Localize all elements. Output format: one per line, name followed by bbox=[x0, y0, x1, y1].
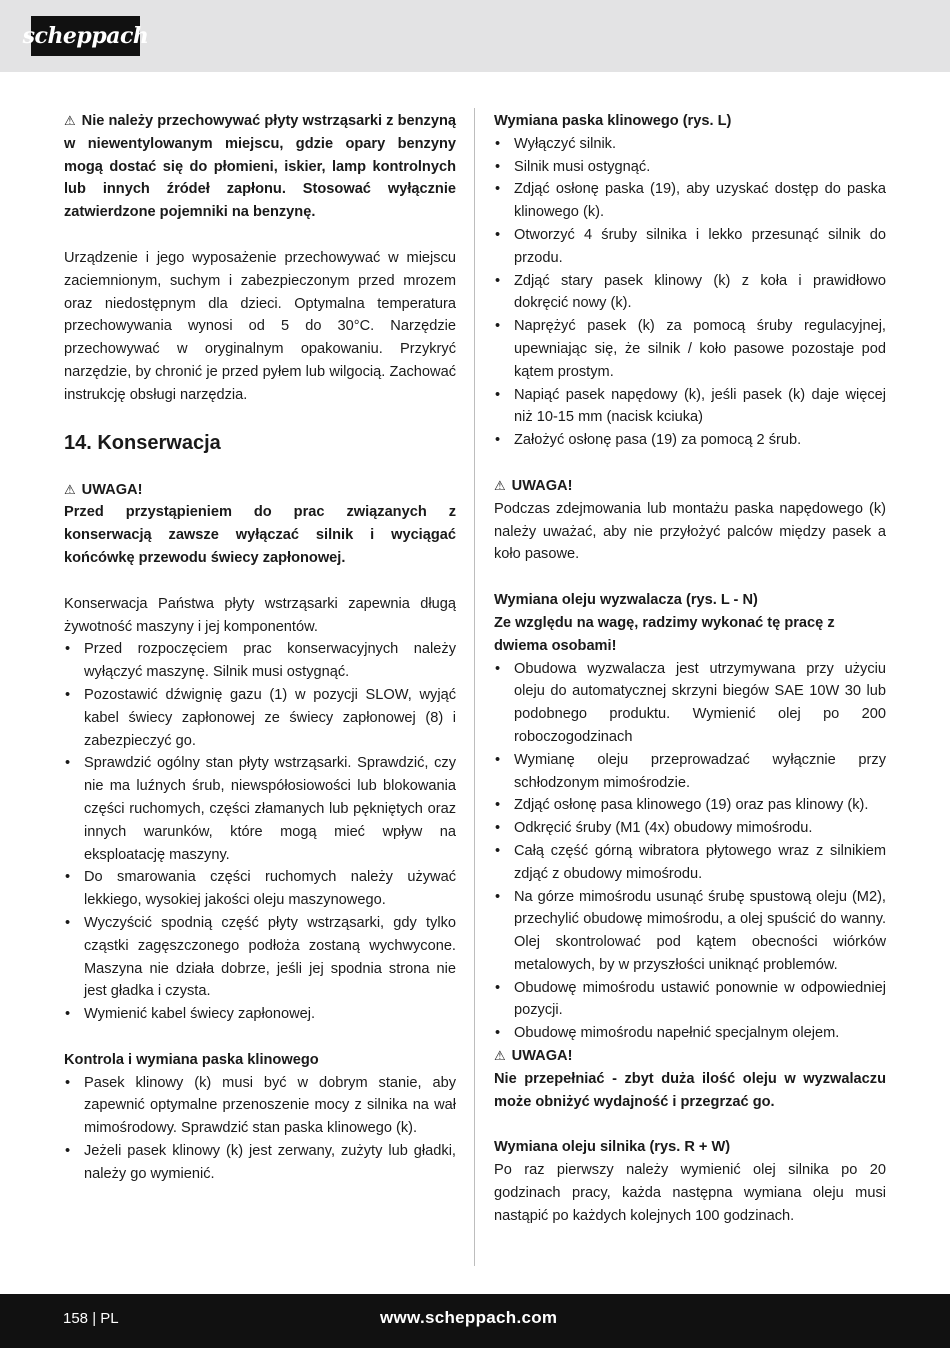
uwaga-text: Przed przystąpieniem do prac związanych z konserwacją zawsze wyłączać silnik i wyciągać końcówkę przewodu świecy zapłonowej. bbox=[64, 504, 456, 566]
list-item: • Sprawdzić ogólny stan płyty wstrząsarki. Sprawdzić, czy nie ma luźnych śrub, niewspółosiowości lub blokowania części ruchomych, części złamanych lub pękniętych oraz innych warunków, które mogą mieć wpływ na eksploatację maszyny. bbox=[64, 752, 456, 866]
page-number: 158 | PL bbox=[63, 1310, 119, 1327]
maintenance-list bbox=[64, 638, 456, 1026]
list-item: • Obudowę mimośrodu napełnić specjalnym olejem. bbox=[494, 1022, 886, 1045]
engine-oil-title: Wymiana oleju silnika (rys. R + W) bbox=[494, 1139, 731, 1156]
list-item: • Do smarowania części ruchomych należy używać lekkiego, wysokiej jakości oleju maszynowego. bbox=[64, 866, 456, 912]
section-title: 14. Konserwacja bbox=[64, 431, 221, 454]
warning-triangle-icon: ⚠ bbox=[64, 113, 76, 128]
list-item: • Wymianę oleju przeprowadzać wyłącznie przy schłodzonym mimośrodzie. bbox=[494, 749, 886, 795]
uwaga-label: ⚠ UWAGA! bbox=[494, 1045, 886, 1068]
belt-replace-title: Wymiana paska klinowego (rys. L) bbox=[494, 113, 732, 129]
list-item: • Założyć osłonę pasa (19) za pomocą 2 śrub. bbox=[494, 429, 886, 452]
list-item: • Jeżeli pasek klinowy (k) jest zerwany, zużyty lub gładki, należy go wymienić. bbox=[64, 1140, 456, 1186]
website-url: www.scheppach.com bbox=[380, 1308, 558, 1327]
maintenance-intro: Konserwacja Państwa płyty wstrząsarki zapewnia długą żywotność maszyny i jej komponentów. bbox=[64, 595, 456, 635]
list-item: • Zdjąć stary pasek klinowy (k) z koła i prawidłowo dokręcić nowy (k). bbox=[494, 270, 886, 316]
list-item: • Otworzyć 4 śruby silnika i lekko przesunąć silnik do przodu. bbox=[494, 224, 886, 270]
warning-triangle-icon: ⚠ bbox=[64, 481, 76, 497]
list-item: • Obudowa wyzwalacza jest utrzymywana przy użyciu oleju do automatycznej skrzyni biegów SAE 10W 30 lub podobnego produktu. Wymienić olej po 200 roboczogodzinach bbox=[494, 658, 886, 749]
list-item: • Napiąć pasek napędowy (k), jeśli pasek (k) daje więcej niż 10-15 mm (nacisk kciuka) bbox=[494, 384, 886, 430]
belt-warning-text: Podczas zdejmowania lub montażu paska napędowego (k) należy uważać, aby nie przyłożyć palców między pasek a koło pasowe. bbox=[494, 500, 886, 563]
column-divider bbox=[474, 108, 475, 1266]
list-item: • Zdjąć osłonę paska (19), aby uzyskać dostęp do paska klinowego (k). bbox=[494, 178, 886, 224]
left-column bbox=[64, 110, 456, 1186]
belt-check-list bbox=[64, 1072, 456, 1186]
list-item: • Obudowę mimośrodu ustawić ponownie w odpowiedniej pozycji. bbox=[494, 977, 886, 1023]
header-band bbox=[0, 0, 950, 72]
list-item: • Wymienić kabel świecy zapłonowej. bbox=[64, 1003, 456, 1026]
list-item: • Wyłączyć silnik. bbox=[494, 133, 886, 156]
overfill-warning-text: Nie przepełniać - zbyt duża ilość oleju w wyzwalaczu może obniżyć wydajność i przegrzać go. bbox=[494, 1070, 886, 1110]
list-item: • Zdjąć osłonę pasa klinowego (19) oraz pas klinowy (k). bbox=[494, 794, 886, 817]
list-item: • Całą część górną wibratora płytowego wraz z silnikiem zdjąć z obudowy mimośrodu. bbox=[494, 840, 886, 886]
belt-check-title: Kontrola i wymiana paska klinowego bbox=[64, 1051, 319, 1068]
trigger-oil-title: Wymiana oleju wyzwalacza (rys. L - N) bbox=[494, 592, 758, 609]
engine-oil-text: Po raz pierwszy należy wymienić olej silnika po 20 godzinach pracy, każda następna wymiana oleju musi nastąpić po każdych kolejnych 100 godzinach. bbox=[494, 1162, 886, 1224]
list-item: • Silnik musi ostygnąć. bbox=[494, 156, 886, 179]
uwaga-label: ⚠ UWAGA! bbox=[64, 479, 456, 502]
trigger-oil-list bbox=[494, 658, 886, 1046]
brand-name: scheppach bbox=[22, 23, 149, 49]
warning-triangle-icon: ⚠ bbox=[494, 477, 506, 493]
right-column bbox=[494, 110, 886, 1228]
trigger-oil-note: Ze względu na wagę, radzimy wykonać tę pracę z dwiema osobami! bbox=[494, 614, 835, 654]
warning-triangle-icon: ⚠ bbox=[494, 1048, 506, 1064]
list-item: • Na górze mimośrodu usunąć śrubę spustową oleju (M2), przechylić obudowę mimośrodu, a olej spuścić do wanny. Olej skontrolować pod kątem obecności wiórków metalowych, by w przyszłości uniknąć problemów. bbox=[494, 886, 886, 977]
storage-paragraph: Urządzenie i jego wyposażenie przechowywać w miejscu zaciemnionym, suchym i zabezpieczonym przed mrozem oraz niedostępnym dla dzieci. Optymalna temperatura przechowywania wynosi od 5 do 30°C. Narzędzie przechowywać w oryginalnym opakowaniu. Przykryć narzędzie, by chronić je przed pyłem lub wilgocią. Zachować instrukcję obsługi narzędzia. bbox=[64, 249, 456, 403]
list-item: • Wyczyścić spodnią część płyty wstrząsarki, gdy tylko cząstki zagęszczonego podłoża zostaną wychwycone. Maszyna nie działa dobrze, jeśli jej spodnia strona nie jest gładka i czysta. bbox=[64, 912, 456, 1003]
list-item: • Pasek klinowy (k) musi być w dobrym stanie, aby zapewnić optymalne przenoszenie mocy z silnika na wał mimośrodowy. Sprawdzić stan paska klinowego (k). bbox=[64, 1072, 456, 1140]
belt-replace-list bbox=[494, 133, 886, 452]
footer-band bbox=[0, 1294, 950, 1348]
list-item: • Naprężyć pasek (k) za pomocą śruby regulacyjnej, upewniając się, że silnik / koło pasowe pozostaje pod kątem prostym. bbox=[494, 315, 886, 383]
list-item: • Pozostawić dźwignię gazu (1) w pozycji SLOW, wyjąć kabel świecy zapłonowej ze świecy zapłonowej (8) i zabezpieczyć go. bbox=[64, 684, 456, 752]
list-item: • Przed rozpoczęciem prac konserwacyjnych należy wyłączyć maszynę. Silnik musi ostygnąć. bbox=[64, 638, 456, 684]
list-item: • Odkręcić śruby (M1 (4x) obudowy mimośrodu. bbox=[494, 817, 886, 840]
uwaga-label: ⚠ UWAGA! bbox=[494, 475, 886, 498]
storage-warning: ⚠ Nie należy przechowywać płyty wstrząsarki z benzyną w niewentylowanym miejscu, gdzie opary benzyny mogą dostać się do płomieni, iskier, lamp kontrolnych lub innych źródeł zapłonu. Stosować wyłącznie zatwierdzone pojemniki na benzynę. bbox=[64, 110, 456, 224]
brand-logo bbox=[22, 16, 149, 56]
